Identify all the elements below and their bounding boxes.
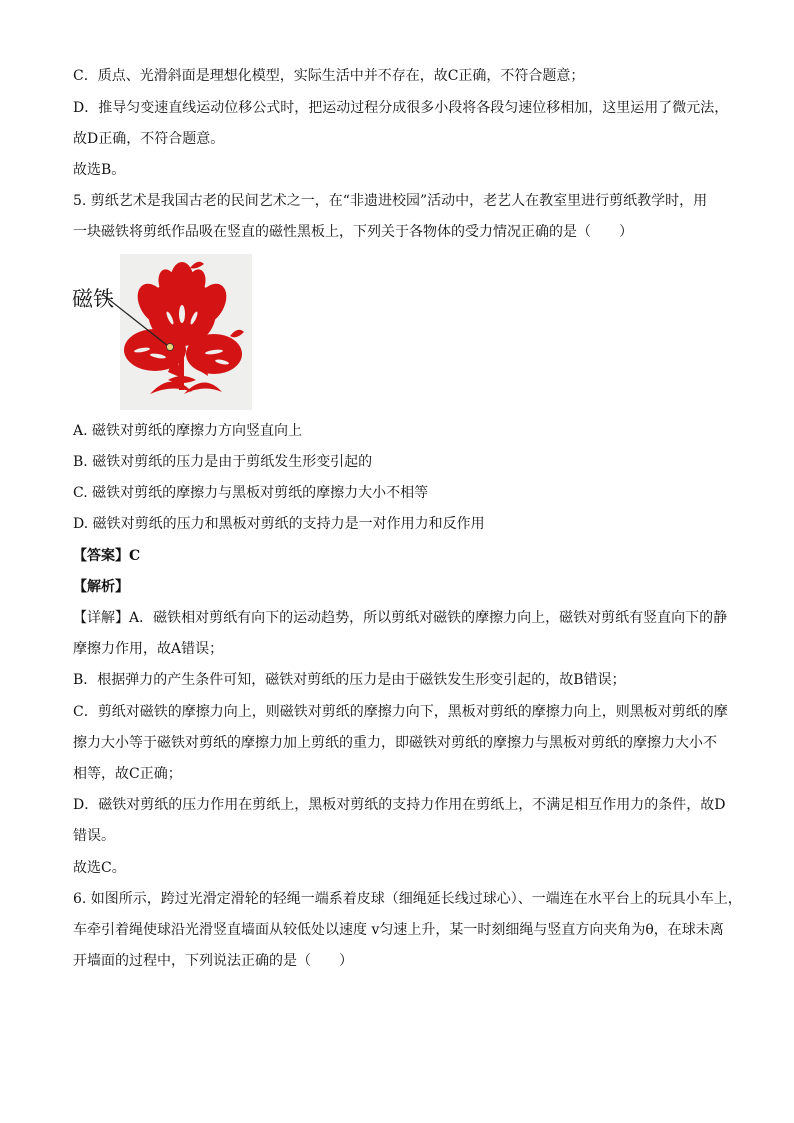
option-c: C. 磁铁对剪纸的摩擦力与黑板对剪纸的摩擦力大小不相等	[73, 485, 429, 501]
explanation-line: D．磁铁对剪纸的压力作用在剪纸上，黑板对剪纸的支持力作用在剪纸上，不满足相互作用力的条件，故D	[73, 797, 726, 813]
magnet-label: 磁铁	[72, 287, 114, 311]
explanation-line: 【详解】A．磁铁相对剪纸有向下的运动趋势，所以剪纸对磁铁的摩擦力向上，磁铁对剪纸有竖直向下的静	[73, 610, 728, 626]
text-line: C．质点、光滑斜面是理想化模型，实际生活中并不存在，故C正确，不符合题意；	[73, 68, 585, 84]
explanation-line: B．根据弹力的产生条件可知，磁铁对剪纸的压力是由于磁铁发生形变引起的，故B错误；	[73, 672, 626, 688]
text-line: 故D正确，不符合题意。	[73, 131, 225, 147]
explanation-line: 摩擦力作用，故A错误；	[73, 641, 224, 657]
option-d: D. 磁铁对剪纸的压力和黑板对剪纸的支持力是一对作用力和反作用	[73, 516, 485, 532]
text-line: 故选B。	[73, 162, 126, 178]
explanation-line: 擦力大小等于磁铁对剪纸的摩擦力加上剪纸的重力，即磁铁对剪纸的摩擦力与黑板对剪纸的摩擦力大小不	[73, 735, 717, 751]
text-line: D．推导匀变速直线运动位移公式时，把运动过程分成很多小段将各段匀速位移相加，这里运用了微元法，	[73, 100, 729, 116]
analysis-heading: 【解析】	[73, 579, 129, 595]
answer-line: 【答案】C	[73, 548, 141, 564]
paper-cut-magnet-figure	[72, 254, 252, 410]
question-6-stem: 6. 如图所示，跨过光滑定滑轮的轻绳一端系着皮球（细绳延长线过球心）、一端连在水平台上的玩具小车上，	[73, 891, 742, 907]
question-5-stem: 5. 剪纸艺术是我国古老的民间艺术之一，在“非遗进校园”活动中，老艺人在教室里进行剪纸教学时，用	[73, 193, 708, 209]
magnet-dot	[167, 344, 174, 351]
question-5-stem: 一块磁铁将剪纸作品吸在竖直的磁性黑板上，下列关于各物体的受力情况正确的是（ ）	[73, 224, 633, 240]
question-6-stem: 车牵引着绳使球沿光滑竖直墙面从较低处以速度 v匀速上升，某一时刻细绳与竖直方向夹角为θ，在球未离	[73, 922, 724, 938]
option-b: B. 磁铁对剪纸的压力是由于剪纸发生形变引起的	[73, 454, 373, 470]
conclusion-line: 故选C。	[73, 860, 126, 876]
explanation-line: C．剪纸对磁铁的摩擦力向上，则磁铁对剪纸的摩擦力向下，黑板对剪纸的摩擦力向上，则黑板对剪纸的摩	[73, 704, 728, 720]
option-a: A. 磁铁对剪纸的摩擦力方向竖直向上	[73, 423, 303, 439]
question-6-stem: 开墙面的过程中，下列说法正确的是（ ）	[73, 953, 353, 969]
explanation-line: 错误。	[73, 828, 115, 844]
explanation-line: 相等，故C正确；	[73, 766, 182, 782]
